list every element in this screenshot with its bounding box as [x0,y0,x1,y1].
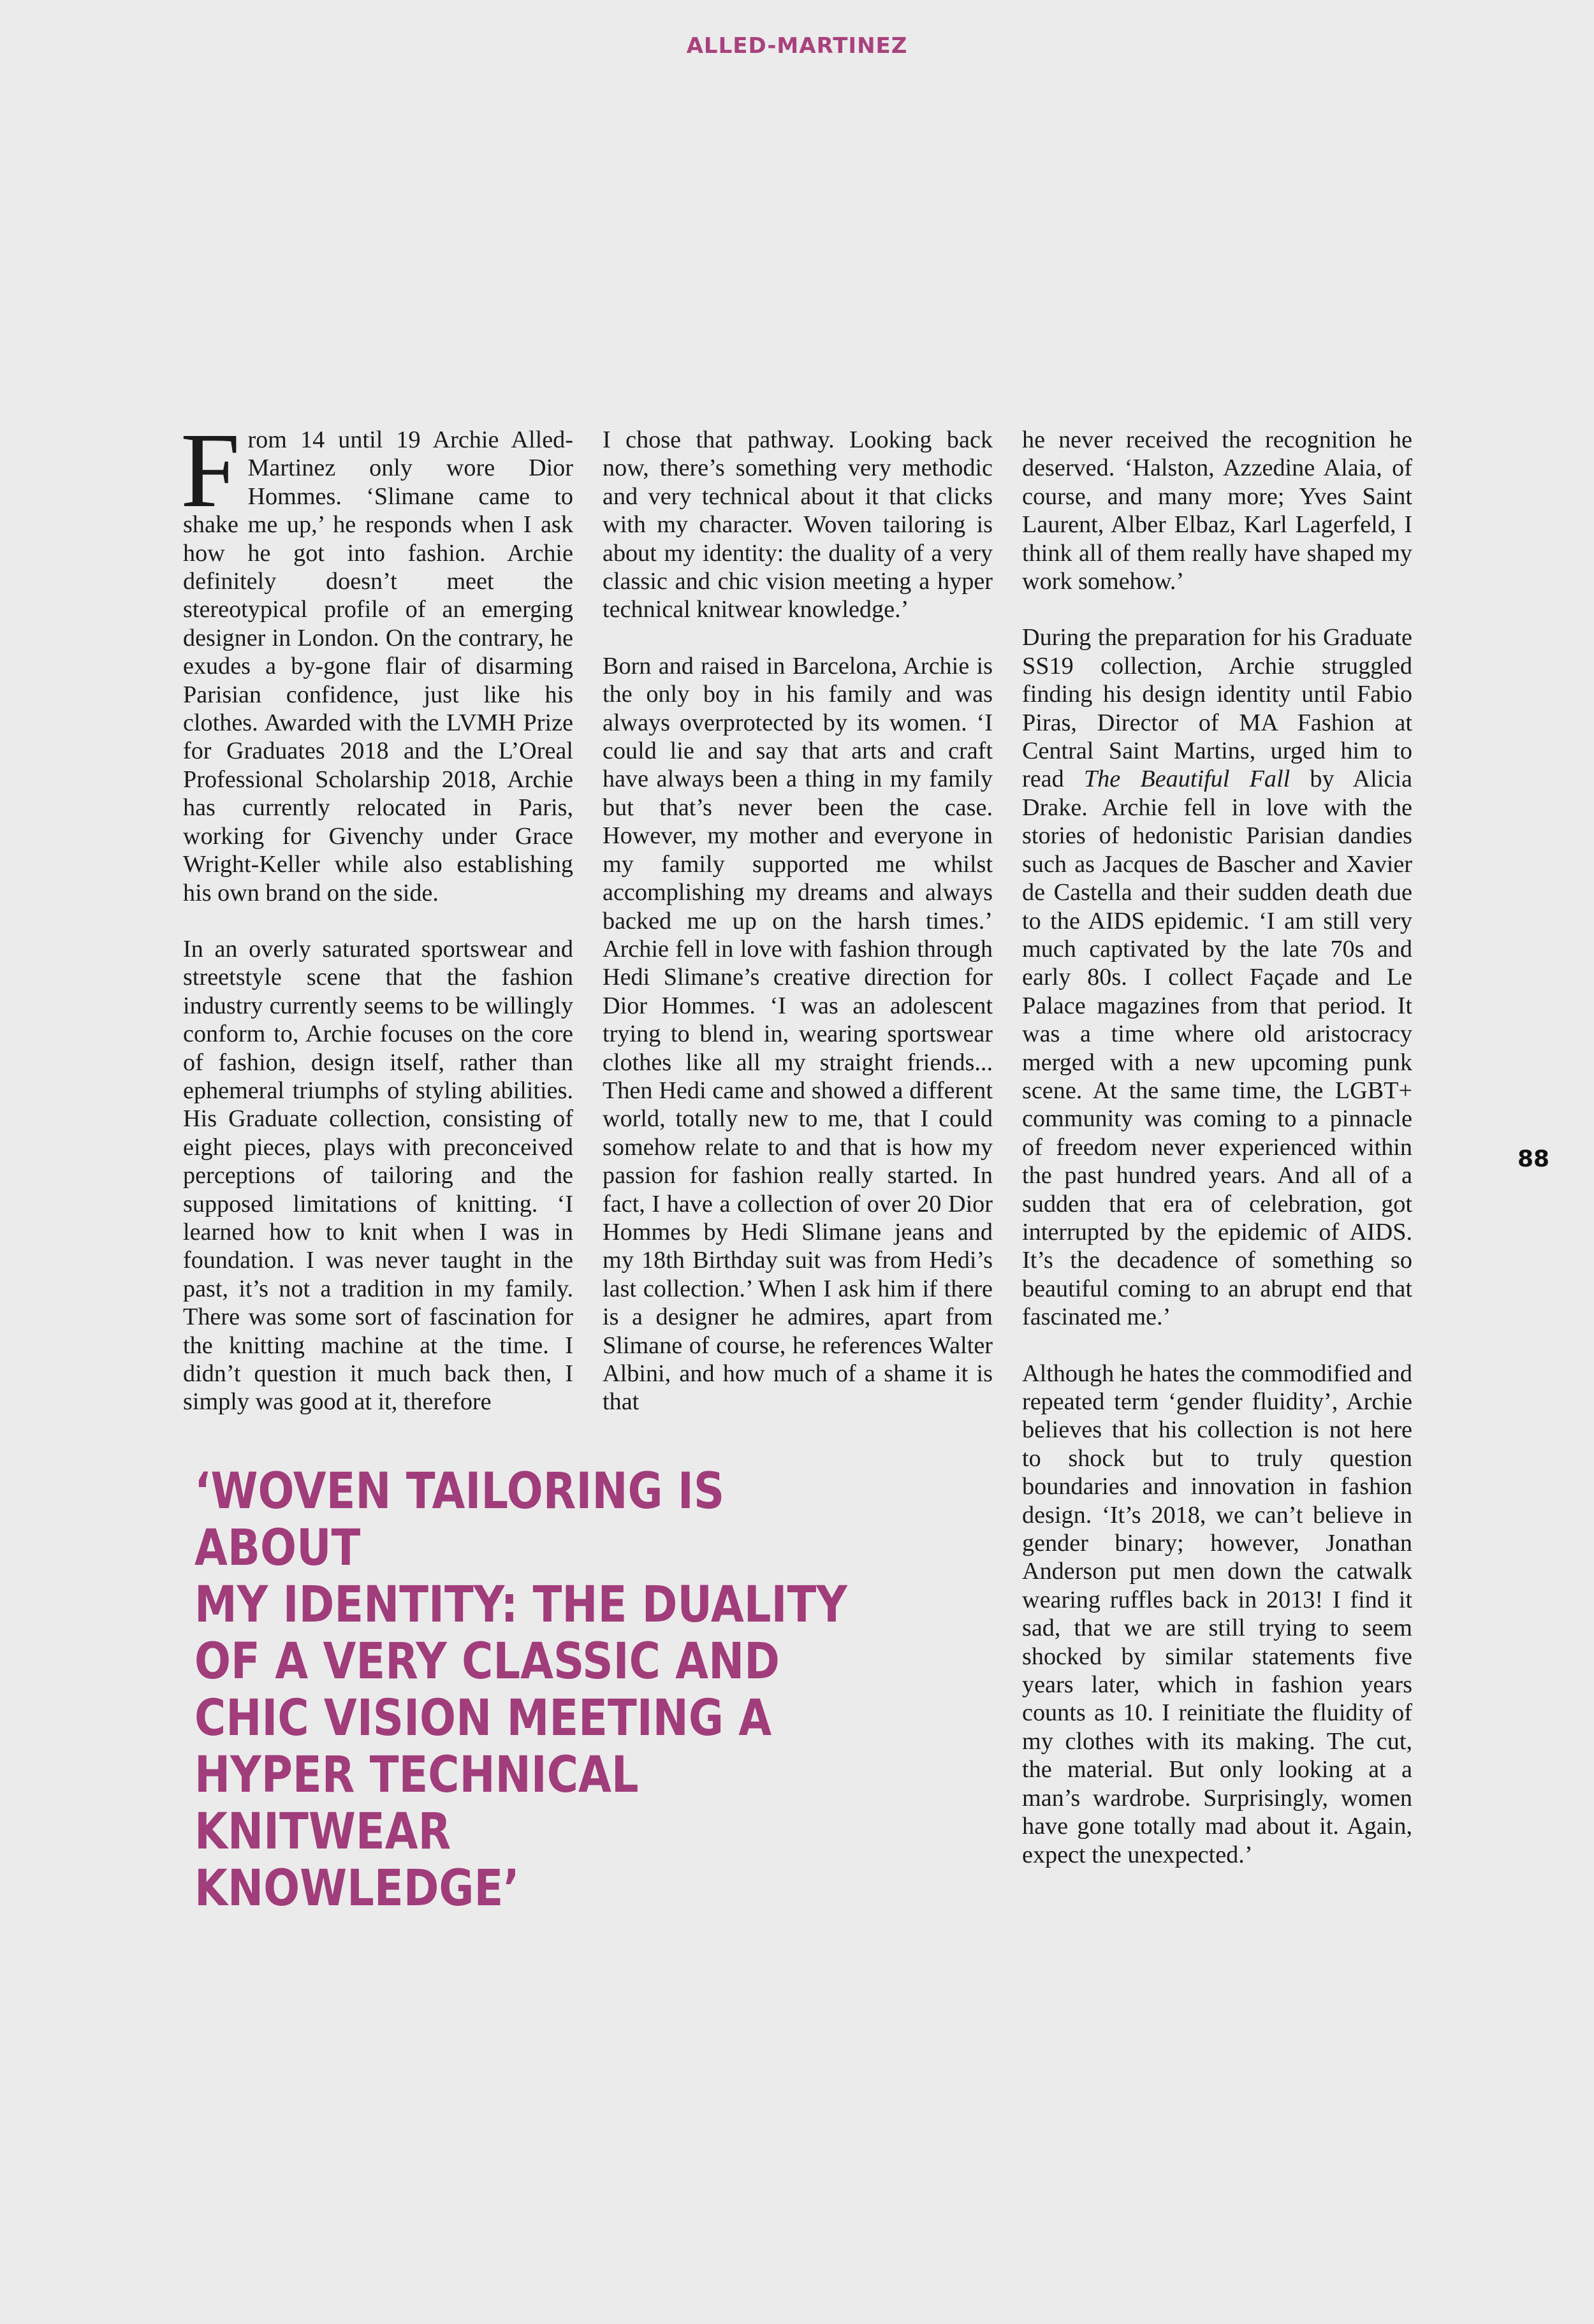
article-column-2 [603,426,993,1416]
paragraph-text: by Alicia Drake. Archie fell in love with the stories of hedonistic Parisian dandies such as Jacques de Bascher and Xavier de Castella and their sudden death due to the AIDS epidemic. ‘I am still very much captivated by the late 70s and early 80s. I collect Façade and Le Palace magazines from that period. It was a time where old aristocracy merged with a new upcoming punk scene. At the same time, the LGBT+ community was coming to a pinnacle of freedom never experienced within the past hundred years. And all of a sudden that era of celebration, got interrupted by the epidemic of AIDS. It’s the decadence of something so beautiful coming to an abrupt end that fascinated me.’ [1022,766,1412,1331]
paragraph: he never received the recognition he deserved. ‘Halston, Azzedine Alaia, of course, and many more; Yves Saint Laurent, Alber Elbaz, Karl Lagerfeld, I think all of them really have shaped my work somehow.’ [1022,426,1412,595]
paragraph [1022,623,1412,1331]
paragraph-text: During the preparation for his Graduate SS19 collection, Archie struggled finding his design identity until Fabio Piras, Director of MA Fashion at Central Saint Martins, urged him to read [1022,624,1412,793]
paragraph: In an overly saturated sportswear and streetstyle scene that the fashion industry currently seems to be willingly conform to, Archie focuses on the core of fashion, design itself, rather than ephemeral triumphs of styling abilities. His Graduate collection, consisting of eight pieces, plays with preconceived perceptions of tailoring and the supposed limitations of knitting. ‘I learned how to knit when I was in foundation. I was never taught in the past, it’s not a tradition in my family. There was some sort of fascination for the knitting machine at the time. I didn’t question it much back then, I simply was good at it, therefore [183,935,573,1416]
pull-quote-line: ‘WOVEN TAILORING IS ABOUT [194,1463,725,1577]
paragraph-text: rom 14 until 19 Archie Alled-Martinez only wore Dior Hommes. ‘Slimane came to shake me up,’ he responds when I ask how he got into fashion. Archie definitely doesn’t meet the stereotypical profile of an emerging designer in London. On the contrary, he exudes a by-gone flair of disarming Parisian confidence, just like his clothes. Awarded with the LVMH Prize for Graduates 2018 and the L’Oreal Professional Scholarship 2018, Archie has currently relocated in Paris, working for Givenchy under Grace Wright-Keller while also establishing his own brand on the side. [183,426,573,906]
running-header: ALLED-MARTINEZ [686,33,908,59]
drop-cap: F [180,411,240,530]
paragraph: Although he hates the commodified and repeated term ‘gender fluidity’, Archie believes that his collection is not here to shock but to truly question boundaries and innovation in fashion design. ‘It’s 2018, we can’t believe in gender binary; however, Jonathan Anderson put men down the catwalk wearing ruffles back in 2013! I find it sad, that we are still trying to seem shocked by similar statements five years later, which in fashion years counts as 10. I reinitiate the fluidity of my clothes with its making. The cut, the material. But only looking at a man’s wardrobe. Surprisingly, women have gone totally mad about it. Again, expect the unexpected.’ [1022,1360,1412,1868]
pull-quote-line: OF A VERY CLASSIC AND [194,1633,780,1690]
pull-quote-line: KNOWLEDGE’ [194,1860,520,1917]
pull-quote-line: CHIC VISION MEETING A [194,1690,772,1747]
page-number: 88 [1517,1146,1550,1172]
paragraph: Born and raised in Barcelona, Archie is the only boy in his family and was always overprotected by its women. ‘I could lie and say that arts and craft have always been a thing in my family but that’s never been the case. However, my mother and everyone in my family supported me whilst accomplishing my dreams and always backed me up on the harsh times.’ Archie fell in love with fashion through Hedi Slimane’s creative direction for Dior Hommes. ‘I was an adolescent trying to blend in, wearing sportswear clothes like all my straight friends... Then Hedi came and showed a different world, totally new to me, that I could somehow relate to and that is how my passion for fashion really started. In fact, I have a collection of over 20 Dior Hommes by Hedi Slimane jeans and my 18th Birthday suit was from Hedi’s last collection.’ When I ask him if there is a designer he admires, apart from Slimane of course, he references Walter Albini, and how much of a shame it is that [603,652,993,1416]
pull-quote [194,1463,886,1917]
pull-quote-line: MY IDENTITY: THE DUALITY [194,1576,847,1634]
article-column-1 [180,411,573,1416]
paragraph: I chose that pathway. Looking back now, there’s something very methodic and very technical about it that clicks with my character. Woven tailoring is about my identity: the duality of a very classic and chic vision meeting a hyper technical knitwear knowledge.’ [603,426,993,623]
article-column-3 [1022,426,1412,1869]
paragraph [180,411,573,907]
book-title: The Beautiful Fall [1083,766,1291,793]
pull-quote-line: HYPER TECHNICAL KNITWEAR [194,1747,639,1861]
